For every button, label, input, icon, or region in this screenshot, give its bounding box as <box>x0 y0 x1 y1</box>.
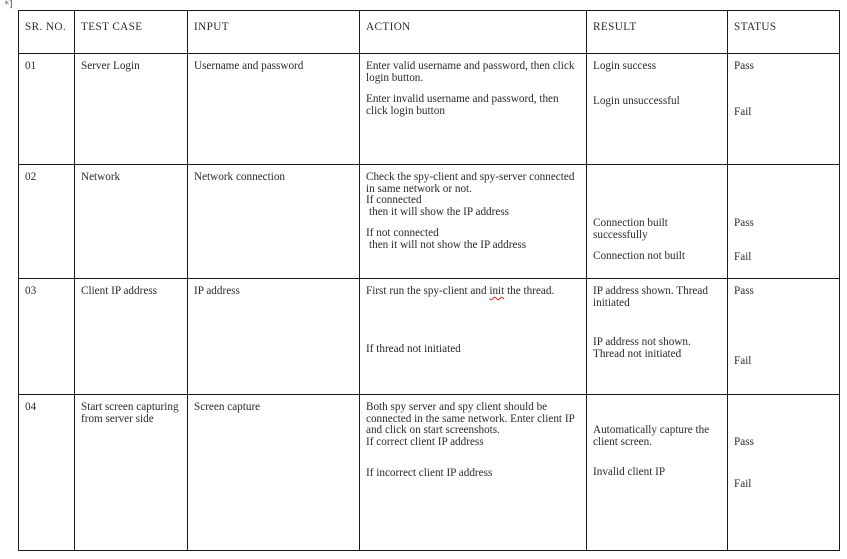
result-line: Connection not built <box>593 250 685 262</box>
header-test-case: TEST CASE <box>75 11 188 54</box>
action-text: First run the spy-client and <box>366 285 487 297</box>
input-cell: IP address <box>188 279 360 395</box>
table-row <box>19 54 840 165</box>
table-row <box>19 165 840 279</box>
action-line: Check the spy-client and spy-server connected in same network or not. <box>366 171 575 195</box>
status-cell <box>728 279 840 395</box>
test-case-table <box>18 10 840 551</box>
result-cell <box>587 165 728 279</box>
test-case-cell: Start screen capturing from server side <box>75 395 188 551</box>
action-line <box>366 286 580 298</box>
table-row <box>19 279 840 395</box>
status-badge: Pass <box>734 285 754 297</box>
row-number: 03 <box>19 279 75 395</box>
header-row <box>19 11 840 54</box>
status-badge: Fail <box>734 250 752 263</box>
result-line: IP address shown. Thread initiated <box>593 285 708 309</box>
status-badge: Pass <box>734 217 754 229</box>
status-cell <box>728 395 840 551</box>
action-line: If thread not initiated <box>366 342 461 355</box>
status-badge: Pass <box>734 436 754 448</box>
result-line: Login unsuccessful <box>593 94 680 107</box>
header-sr-no: SR. NO. <box>19 11 75 54</box>
action-line: then it will show the IP address <box>369 205 510 218</box>
action-line: If incorrect client IP address <box>366 467 493 479</box>
result-line: Automatically capture the client screen. <box>593 424 710 448</box>
result-line: IP address not shown. Thread not initiated <box>593 336 691 360</box>
status-badge: Fail <box>734 477 752 490</box>
result-cell <box>587 395 728 551</box>
input-cell: Screen capture <box>188 395 360 551</box>
action-line: Enter valid username and password, then click login button. <box>366 60 575 84</box>
action-cell <box>360 279 587 395</box>
result-line: Invalid client IP <box>593 466 666 478</box>
action-cell <box>360 395 587 551</box>
row-number: 04 <box>19 395 75 551</box>
result-line: Connection built successfully <box>593 217 668 241</box>
status-badge: Pass <box>734 60 754 72</box>
test-case-cell: Network <box>75 165 188 279</box>
header-result: RESULT <box>587 11 728 54</box>
status-cell <box>728 165 840 279</box>
table-row <box>19 395 840 551</box>
action-line: If correct client IP address <box>366 435 484 448</box>
status-cell <box>728 54 840 165</box>
input-cell: Network connection <box>188 165 360 279</box>
header-input: INPUT <box>188 11 360 54</box>
misspelled-word: init <box>489 285 505 297</box>
action-cell <box>360 54 587 165</box>
result-cell <box>587 279 728 395</box>
action-line: Enter invalid username and password, then click login button <box>366 93 559 117</box>
test-case-cell: Client IP address <box>75 279 188 395</box>
action-line: then it will not show the IP address <box>369 238 527 251</box>
row-number: 01 <box>19 54 75 165</box>
row-number: 02 <box>19 165 75 279</box>
action-cell <box>360 165 587 279</box>
action-line: If not connected <box>366 227 439 239</box>
action-line: Both spy server and spy client should be connected in the same network. Enter client IP and click on start screenshots. <box>366 401 575 436</box>
input-cell: Username and password <box>188 54 360 165</box>
result-cell <box>587 54 728 165</box>
status-badge: Fail <box>734 354 752 367</box>
corner-mark: *] <box>4 0 13 10</box>
status-badge: Fail <box>734 105 752 118</box>
test-case-cell: Server Login <box>75 54 188 165</box>
header-action: ACTION <box>360 11 587 54</box>
header-status: STATUS <box>728 11 840 54</box>
action-line: If connected <box>366 194 422 206</box>
result-line: Login success <box>593 60 657 72</box>
action-text: the thread. <box>507 285 555 297</box>
